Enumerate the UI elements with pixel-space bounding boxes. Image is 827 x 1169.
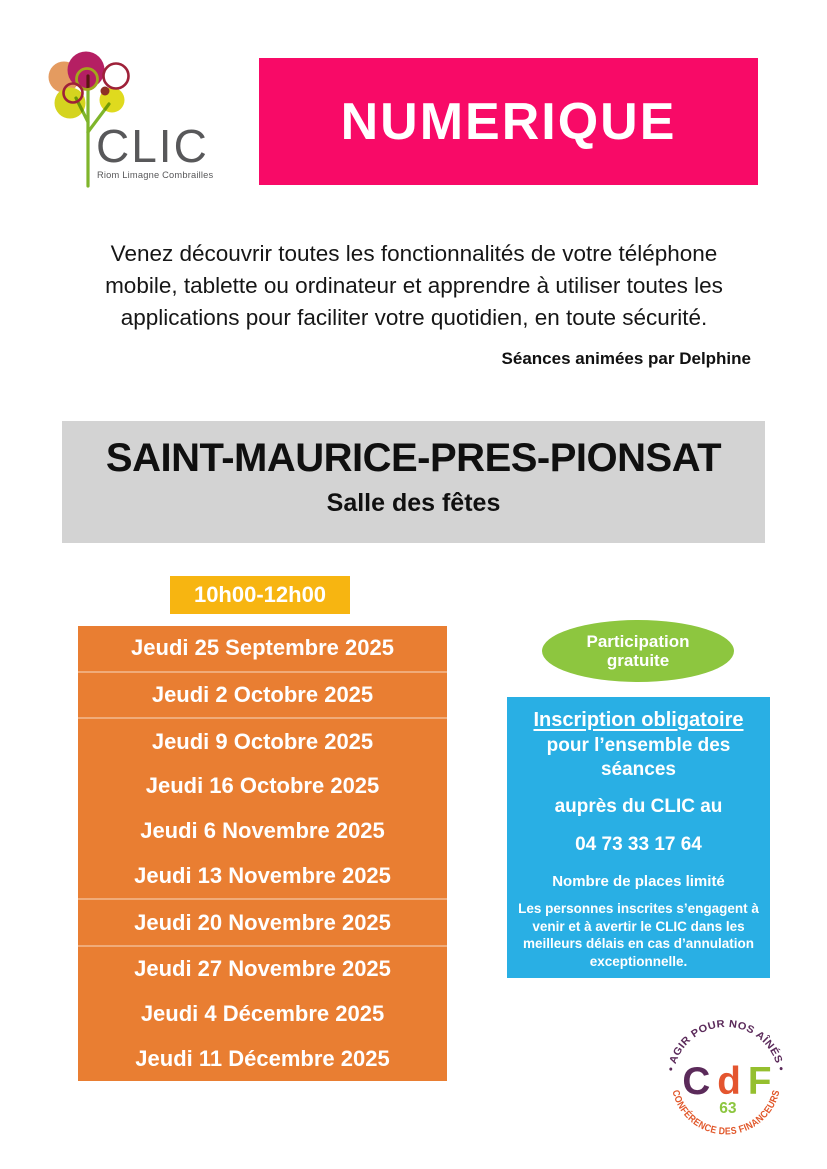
session-date-row: Jeudi 13 Novembre 2025 [134,862,391,888]
cdf-arc-bottom-text: CONFÉRENCE DES FINANCEURS [669,1088,783,1138]
animator-credit: Séances animées par Delphine [501,349,751,368]
session-date-row: Jeudi 20 Novembre 2025 [78,898,447,945]
intro-paragraph [64,238,764,334]
cdf-monogram: C d F [682,1060,770,1104]
clic-logo-text: CLIC [96,120,209,172]
intro-line: Venez découvrir toutes les fonctionnalités de votre téléphone [110,241,718,266]
time-badge [170,576,350,614]
location-venue: Salle des fêtes [326,489,501,517]
registration-box [507,697,770,978]
location-banner [62,421,765,543]
registration-subheading: pour l’ensemble des séances [546,735,731,780]
session-date-row: Jeudi 6 Novembre 2025 [140,818,385,844]
registration-contact: auprès du CLIC au [554,796,723,817]
cdf63-logo [660,1014,792,1146]
registration-heading: Inscription obligatoire [533,709,744,731]
numerique-banner [259,58,758,185]
clic-logo [36,34,256,194]
clic-tree-icon [36,34,256,194]
session-dates-list [78,626,447,1081]
registration-phone: 04 73 33 17 64 [575,834,702,855]
time-badge-label: 10h00-12h00 [193,582,327,607]
location-title: SAINT-MAURICE-PRES-PIONSAT [105,436,722,480]
session-date-row: Jeudi 11 Décembre 2025 [135,1045,390,1071]
session-date-row: Jeudi 25 Septembre 2025 [131,635,394,661]
cdf-department-number: 63 [719,1100,737,1117]
registration-limit: Nombre de places limité [552,873,725,890]
intro-line: mobile, tablette ou ordinateur et apprendre à utiliser toutes les [105,273,723,298]
session-date-row: Jeudi 9 Octobre 2025 [78,717,447,764]
intro-line: applications pour faciliter votre quotidien, en toute sécurité. [120,305,708,330]
registration-note: Les personnes inscrites s’engagent à venir et à avertir le CLIC dans les meilleurs délais en cas d’annulation exceptionnelle. [518,901,759,969]
session-date-row: Jeudi 27 Novembre 2025 [78,945,447,992]
participation-line: gratuite [606,651,670,670]
session-date-row: Jeudi 2 Octobre 2025 [78,671,447,718]
session-date-row: Jeudi 4 Décembre 2025 [140,1000,385,1026]
participation-badge [542,620,734,682]
cdf63-seal-icon [660,1014,792,1146]
cdf-arc-top-text: • AGIR POUR NOS AÎNÉS • [665,1018,786,1073]
banner-title: NUMERIQUE [340,92,677,151]
participation-line: Participation [586,632,690,651]
clic-logo-subtitle: Riom Limagne Combrailles [97,170,214,180]
session-date-row: Jeudi 16 Octobre 2025 [145,773,380,799]
